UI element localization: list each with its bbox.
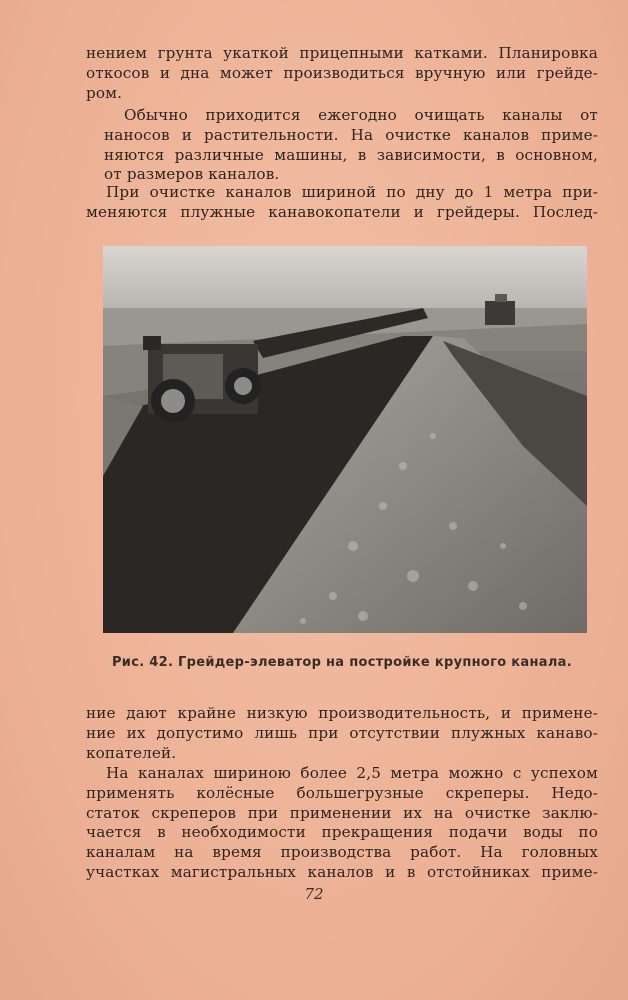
- text-line: копателей.: [86, 743, 177, 762]
- text-line: ние дают крайне низкую производительность, и примене-: [86, 704, 598, 722]
- text-line: На каналах шириною более 2,5 метра можно с успехом: [106, 764, 598, 782]
- paragraph-2: [86, 106, 598, 185]
- text-line: от размеров каналов.: [104, 165, 280, 184]
- text-line: каналам на время производства работ. На головных: [86, 843, 598, 862]
- photo-grader-elevator: [103, 246, 587, 633]
- text-line: ром.: [86, 83, 123, 102]
- text-line: статок скреперов при применении их на очистке заклю-: [86, 803, 598, 822]
- paragraph-1: [86, 44, 598, 103]
- text-line: нением грунта укаткой прицепными катками. Планировка: [86, 44, 598, 62]
- text-line: ние их допустимо лишь при отсутствии плужных канаво-: [86, 723, 598, 742]
- text-line: наносов и растительности. На очистке каналов приме-: [104, 125, 598, 144]
- text-line: Обычно приходится ежегодно очищать каналы от: [124, 106, 598, 124]
- text-line: применять колёсные большегрузные скреперы. Недо-: [86, 783, 598, 802]
- text-line: откосов и дна может производиться вручную или грейде-: [86, 63, 598, 82]
- paragraph-3: [86, 183, 598, 223]
- photo-illustration: [103, 246, 587, 633]
- paragraph-5: [86, 764, 598, 883]
- figure-caption: Рис. 42. Грейдер-элеватор на постройке крупного канала.: [111, 655, 572, 670]
- text-line: При очистке каналов шириной по дну до 1 метра при-: [106, 183, 598, 201]
- text-line: меняются плужные канавокопатели и грейдеры. Послед-: [86, 202, 598, 221]
- grader-machine: [143, 336, 261, 423]
- text-line: участках магистральных каналов и в отстойниках приме-: [86, 862, 598, 881]
- text-line: няются различные машины, в зависимости, в основном,: [104, 145, 598, 164]
- text-line: чается в необходимости прекращения подачи воды по: [86, 823, 598, 842]
- page-number: 72: [304, 885, 324, 903]
- paragraph-4: [86, 704, 598, 763]
